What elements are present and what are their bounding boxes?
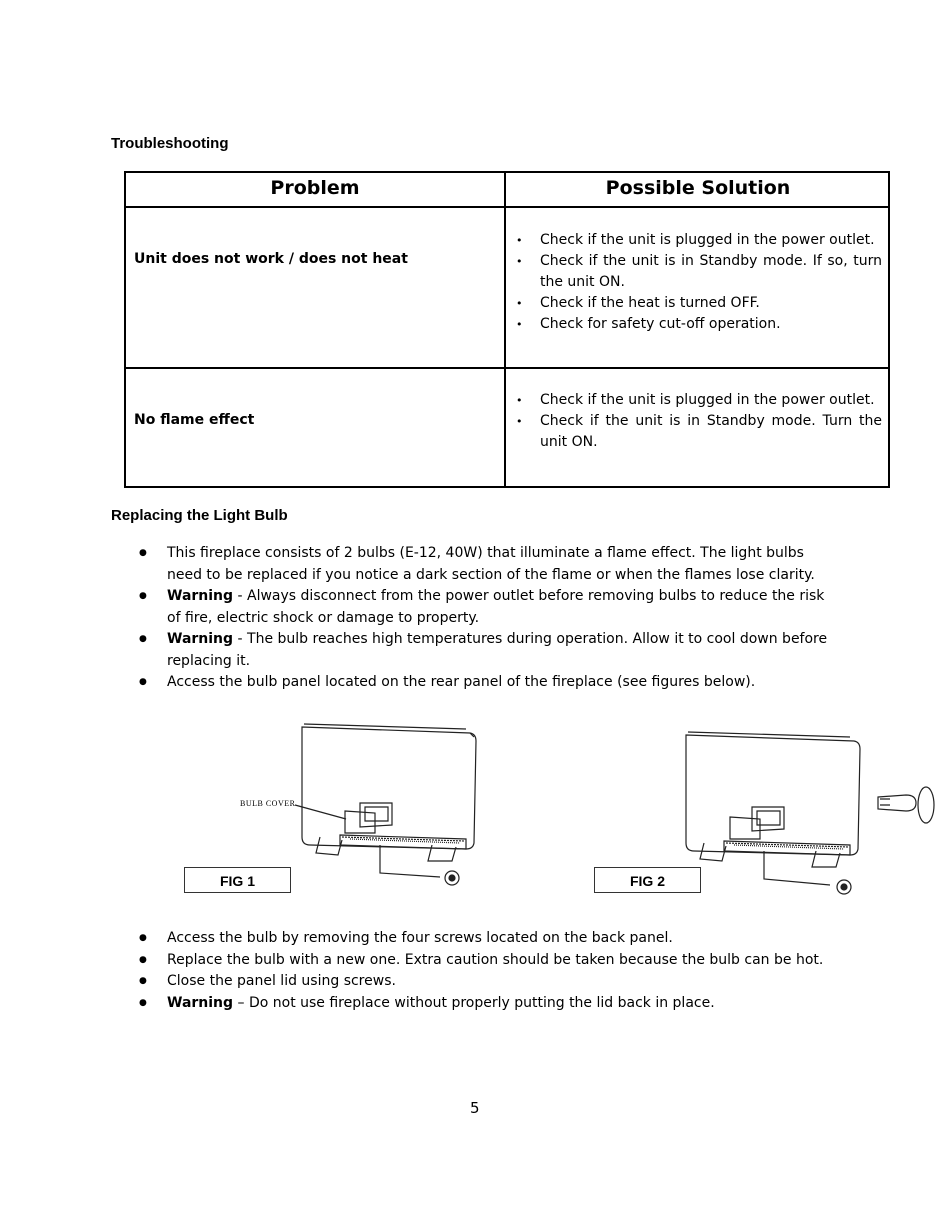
warning-label: Warning [167, 994, 234, 1011]
solution-item: • Check if the heat is turned OFF. [516, 293, 882, 314]
troubleshooting-table [124, 171, 890, 488]
problem-cell: Unit does not work / does not heat [134, 251, 408, 267]
solution-item: • Check if the unit is plugged in the power outlet. [516, 230, 882, 251]
list-item: ● Replace the bulb with a new one. Extra caution should be taken because the bulb can be hot. [139, 950, 859, 972]
problem-column-header: Problem [270, 177, 360, 199]
solution-item: • Check for safety cut-off operation. [516, 314, 882, 335]
bulb-section-heading: Replacing the Light Bulb [111, 507, 288, 524]
list-item: ● Access the bulb panel located on the rear panel of the fireplace (see figures below). [139, 672, 839, 694]
list-item: ● Warning - The bulb reaches high temperatures during operation. Allow it to cool down before replacing it. [139, 629, 839, 672]
list-item: ● Warning - Always disconnect from the power outlet before removing bulbs to reduce the risk of fire, electric shock or damage to property. [139, 586, 839, 629]
solution-list [516, 390, 882, 453]
list-item: ● This fireplace consists of 2 bulbs (E-12, 40W) that illuminate a flame effect. The light bulbs need to be replaced if you notice a dark section of the flame or when the flames lose clarity. [139, 543, 839, 586]
fig1-label: FIG 1 [184, 867, 291, 893]
list-item: ● Access the bulb by removing the four screws located on the back panel. [139, 928, 859, 950]
solution-list [516, 230, 882, 335]
table-header-divider [126, 206, 888, 208]
list-item: ● Close the panel lid using screws. [139, 971, 859, 993]
bulb-cover-label: BULB COVER [240, 799, 296, 808]
warning-label: Warning [167, 631, 234, 647]
troubleshooting-heading: Troubleshooting [111, 135, 229, 152]
table-column-divider [504, 173, 506, 486]
solution-item: • Check if the unit is in Standby mode. Turn the unit ON. [516, 411, 882, 453]
page-number: 5 [470, 1099, 480, 1117]
list-item: ● Warning – Do not use fireplace without properly putting the lid back in place. [139, 993, 859, 1015]
problem-cell: No flame effect [134, 412, 255, 428]
table-row-divider [126, 367, 888, 369]
fig2-label: FIG 2 [594, 867, 701, 893]
solution-item: • Check if the unit is in Standby mode. If so, turn the unit ON. [516, 251, 882, 293]
warning-label: Warning [167, 588, 234, 604]
bulb-instructions-top [139, 543, 839, 694]
bulb-instructions-bottom [139, 928, 859, 1014]
solution-item: • Check if the unit is plugged in the power outlet. [516, 390, 882, 411]
solution-column-header: Possible Solution [605, 177, 791, 199]
